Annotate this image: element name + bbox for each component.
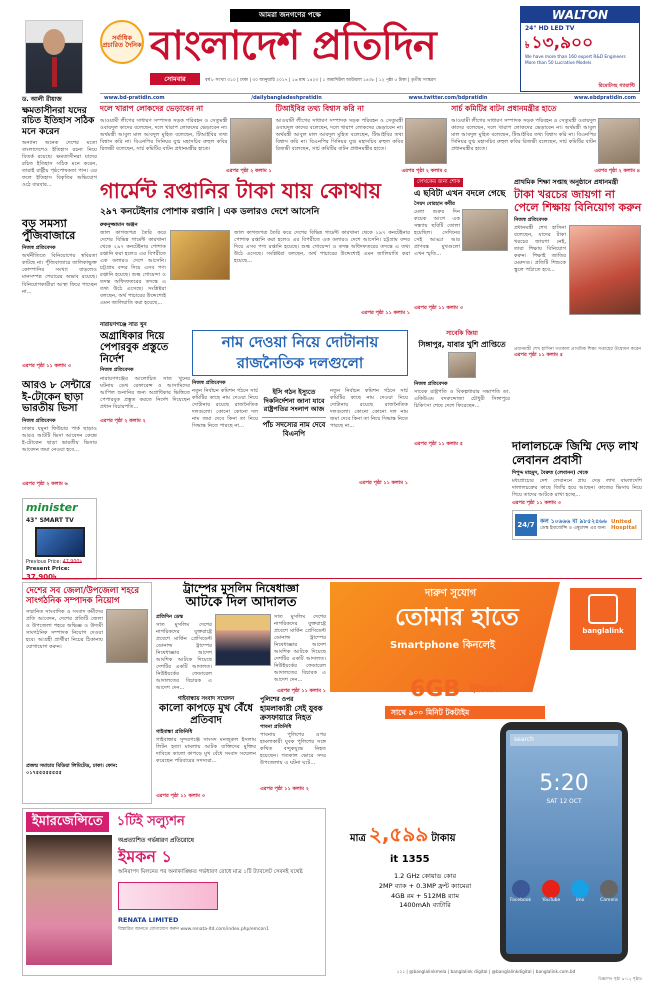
pm-caption: প্রধানমন্ত্রী শেখ হাসিনা গতকাল প্রাথমিক শিক্ষা সপ্তাহের উদ্বোধন করেন [514,346,641,352]
trump-headline-1[interactable]: ট্রাম্পের মুসলিম নিষেধাজ্ঞা [183,582,299,595]
minister-tv-icon [35,527,85,557]
journalist-headline: দেশের সব জেলা/উপজেলা শহরে সাংগঠনিক সম্পাদক নিয়োগ [26,586,140,607]
banglalink-logo [570,588,636,650]
banglalink-price: ২,৫৯৯ [368,822,429,846]
emergency-pack [118,882,218,910]
teaser-row [100,104,640,176]
lead-photo-garment [170,230,230,280]
walton-model: 24" HD LED TV [525,25,575,32]
narayanganj-body: নারায়ণগঞ্জের আলোচিত সাত খুনের ঘটনায় ডেথ রেফারেন্স ও আসামিদের আপিল শুনানির জন্য অগ্রাধিকার ভিত্তিতে পেপারবুক প্রস্তুত করতে নির্দেশ দিয়েছেন প্রধান বিচারপতি... [100,375,190,410]
teaser-1-body: আওয়ামী লীগের সাধারণ সম্পাদক সড়ক পরিবহন ও সেতুমন্ত্রী ওবায়দুল কাদের বলেছেন, দলে খারাপ লোকদের ভেড়াবেন না। অর্থমন্ত্রী আবুল মাল আবদুল মুহিত বলেছেন, টিআইবির তথ্য বিশ্বাস করি না। বিএনপির সিনিয়র যুগ্ম মহাসচিব রুহুল কবির রিজভী বলেছেন, সার্চ কমিটির বাটন প্রধানমন্ত্রীর হাতে। [100,118,228,153]
masthead-title: বাংলাদেশ প্রতিদিন [150,22,436,69]
politics-body-col1: নতুন নির্বাচন কমিশন গঠনে সার্চ কমিটির কাছে নাম দেওয়া নিয়ে দোটানায় রয়েছে রাজনৈতিক দলগুলো। কোনো কোনো দল নাম জমা দেবে কিনা তা নিয়ে সিদ্ধান্ত নিতে পারছে না... [192,388,258,430]
teaser-2-body-text: আওয়ামী লীগের সাধারণ সম্পাদক সড়ক পরিবহন ও সেতুমন্ত্রী ওবায়দুল কাদের বলেছেন, দলে খারাপ লোকদের ভেড়াবেন না। অর্থমন্ত্রী আবুল মাল আবদুল মুহিত বলেছেন, টিআইবির তথ্য বিশ্বাস করি না। বিএনপির সিনিয়র যুগ্ম মহাসচিব রুহুল কবির রিজভী বলেছেন, সার্চ কমিটির বাটন প্রধানমন্ত্রীর হাতে। [275,118,404,153]
lebanon-headline[interactable]: দালালচক্রে জিম্মি দেড় লাখ লেবানন প্রবাসী [512,439,639,467]
spec-4: 1400mAh ব্যাটারি [399,901,451,910]
narayanganj-kicker: নারায়ণগঞ্জে সাত খুন [100,322,147,328]
zia-photo [448,352,476,378]
app-label-1: Facebook [510,898,532,903]
hospital-brand: United Hospital [611,518,637,531]
trump-byline: প্রতিদিন ডেস্ক [156,613,184,620]
garbage-cont[interactable]: এরপর পৃষ্ঠা ১১ কলাম ৩ [22,363,71,370]
lead-body-block [100,222,410,320]
phone-time: 5:20 [539,771,589,796]
emergency-ad[interactable] [22,808,326,976]
camera-icon [600,880,618,898]
lead-subhead: ২৯৭ কনটেইনার পোশাক রপ্তানি | এক ডলারও দেশে আসেনি [100,207,320,217]
narayanganj-story [100,322,190,432]
politics-body-col2 [330,388,408,480]
visa-body: ঢাকার যমুনা ফিউচার পার্ক ছাড়াও আরও আটটি ভিসা আবেদন কেন্দ্রে ই-টোকেন ছাড়া ভারতীয় ভিসার আবেদন জমা নেওয়া হবে... [22,425,97,453]
politics-body-col2-text: নতুন নির্বাচন কমিশন গঠনে সার্চ কমিটির কাছে নাম দেওয়া নিয়ে দোটানায় রয়েছে রাজনৈতিক দলগুলো। কোনো কোনো দল নাম জমা দেবে কিনা তা নিয়ে সিদ্ধান্ত নিতে পারছে না... [330,388,408,430]
journalist-contact: প্রজন্ম সমাচার মিডিয়া লিমিটেড, ঢাকা। ফোন: ০১৭৫৫৫৫৫৫৫৫ [26,763,118,776]
columnist-block [22,96,97,216]
section-divider [22,578,642,579]
web-bar [100,93,640,103]
trump-story [156,582,326,694]
garbage-body: অর্থনীতিতে বিনিয়োগের স্থবিরতা কাটছে না। পুঁজিবাজারে তালিকাভুক্ত কোম্পানির সংখ্যা বাড়লেও মানসম্পন্ন শেয়ারের অভাব রয়েছে। বিনিয়োগকারীরা আস্থা ফিরে পাচ্ছেন না... [22,253,97,295]
minister-prev-price: 47,900৳ [62,560,82,566]
protest-kicker: গাইবান্ধায় সংবাদ সম্মেলন [177,696,235,702]
narayanganj-byline: নিজস্ব প্রতিবেদক [100,367,134,374]
teaser-1-cont[interactable]: এরপর পৃষ্ঠা ২ কলাম ১ [225,168,272,174]
teaser-3-cont[interactable]: এরপর পৃষ্ঠা ২ কলাম ৪ [594,168,640,174]
photo-column-byline: সৈয়দ বোরহান কবীর [414,201,455,208]
youtube-icon [542,880,560,898]
hospital-call-label: কল [540,518,549,526]
photo-column-headline[interactable]: এ ছবিটা এখন বদলে গেছে [414,188,506,199]
politics-side-1[interactable]: ইসি গঠন ইস্যুতে দিকনির্দেশনা জানা যাবে রাষ্ট্রপতির সংলাপ আজ [263,388,325,414]
narayanganj-headline[interactable]: অগ্রাধিকার দিয়ে পেপারবুক প্রস্তুতে নির্দেশ [100,330,169,365]
trump-photo [215,614,271,666]
hospital-sub: ইমার্জেন্সি ও এম্বুলেন্স এর জন্য [550,525,606,531]
zia-byline: নিজস্ব প্রতিবেদক [414,380,448,387]
emergency-desc: অনিরাপদ মিলনের পর অনাকাঙ্ক্ষিত গর্ভধারণ রোধে মাত্র ১টি ট্যাবলেট সেবনই যথেষ্ট [118,868,303,875]
tagline-text: আমরা জনগণের পক্ষে [259,11,321,19]
banglalink-ad[interactable] [330,582,642,977]
app-label-4: Camera [600,898,618,903]
emergency-headline-1: ইমারজেন্সিতে [26,812,109,832]
emergency-footer: বিস্তারিত জানতে যোগাযোগ করুন www.renata-ltd.com/index.php/emcon1 [118,927,269,933]
lead-body-col2-text: জাল কাগজপত্র তৈরি করে দেশের বিভিন্ন গার্মেন্ট কারখানা থেকে ২৯৭ কনটেইনার পোশাক রপ্তানি করা হলেও এর বিপরীতে এক ডলারও দেশে আসেনি। চট্টগ্রাম বন্দর দিয়ে এসব পণ্য রপ্তানি হয়েছে। শুল্ক গোয়েন্দা ও তদন্ত অধিদফতরের তদন্তে এ তথ্য উঠে এসেছে। সংশ্লিষ্টরা বলছেন, অর্থ পাচারের উদ্দেশ্যেই এমন জালিয়াতি করা হয়েছে... [234,230,410,265]
day-label [150,73,200,85]
narayanganj-cont[interactable]: এরপর পৃষ্ঠা ২ কলাম ২ [100,417,146,424]
visa-cont[interactable]: এরপর পৃষ্ঠা ২ কলাম ৬ [22,480,68,487]
day-text: সোমবার [164,75,186,83]
trump-cont[interactable]: এরপর পৃষ্ঠা ১১ কলাম ১ [277,688,326,695]
page-footer: বিজ্ঞাপন পৃষ্ঠা ৯-১২ পৃষ্ঠায় [598,976,642,981]
imo-icon [571,880,589,898]
police-body: পাবনায় পুলিশের ওপর হামলাকারী যুবক পুলিশের সঙ্গে কথিত বন্দুকযুদ্ধে নিহত হয়েছেন। গতকাল ভোরে সদর উপজেলায় এ ঘটনা ঘটে... [260,731,326,766]
emergency-company: RENATA LIMITED [118,916,179,925]
supplement-logo [100,20,148,66]
protest-story [156,696,256,804]
teaser-1[interactable]: দলে খারাপ লোকদের ভেড়াবেন না [100,104,204,113]
politics-side-2[interactable]: পাঁচ সদস্যের নাম দেবে বিএনপি [262,420,326,438]
banglalink-banner-small: দারুণ সুযোগ [425,588,477,599]
zia-story [414,330,510,455]
hospital-desk: ডেস্ক [540,525,549,531]
walton-ad[interactable] [520,6,640,92]
spec-1: 1.2 GHz কোয়াড কোর [393,872,457,880]
banglalink-data-sub: ইন্টারনেট [470,685,504,695]
lead-body-col2 [234,230,410,310]
photo-column-body: মেলা শুরুর দিন কয়েক আগে এক সন্ধ্যায় ছবিটি তোলা হয়েছিল। সেদিনের সেই আড্ডা আর প্রাণবন্ত মুখগুলো এখন স্মৃতি... [414,209,460,258]
pm-story [514,178,642,440]
lebanon-body: মধ্যপ্রাচ্যের দেশ লেবাননে প্রায় দেড় লাখ বাংলাদেশি দালালচক্রের কাছে জিম্মি হয়ে আছেন। কাজের ভিসায় নিয়ে গিয়ে তাদের আটকে রাখা হচ্ছে... [512,477,642,498]
zia-kicker: সাবেকি জিয়া [446,330,478,337]
columnist-photo [25,20,83,94]
pm-photo [569,225,641,315]
banglalink-price-prefix: মাত্র [350,833,366,844]
pm-byline: নিজস্ব প্রতিবেদক [514,216,548,223]
protest-headline[interactable]: কালো কাপড়ে মুখ বেঁধে প্রতিবাদ [159,702,253,726]
teaser-3[interactable]: সার্চ কমিটির বাটন প্রধানমন্ত্রীর হাতে [451,104,557,113]
garbage-headline[interactable]: বড় সমস্যা পুঁজিবাজারে [22,217,76,243]
hospital-ad[interactable] [512,510,642,540]
teaser-3-photo [598,118,640,164]
walton-bullet-1: We have more than 160 expert R&D Engineers [525,54,626,60]
trump-body-col2 [274,614,326,688]
banglalink-model: it 1355 [390,854,430,865]
banglalink-brand-line: Smartphone কিনলেই [390,640,496,651]
police-cont[interactable]: এরপর পৃষ্ঠা ১১ কলাম ২ [260,785,309,792]
minister-price-label: Present Price: [26,566,70,573]
minister-logo: minister [26,501,78,514]
columnist-headline[interactable]: ক্ষমতাসীনরা যদের রচিত ইতিহাস সঠিক মনে করেন [22,105,95,138]
twitter-link[interactable]: www.twitter.com/bdpratidin [408,95,488,101]
emergency-sub: অপ্রত্যাশিত গর্ভধারণ প্রতিরোধে [118,837,194,845]
journalist-photo [106,609,148,663]
banglalink-specs [350,872,500,911]
zia-headline[interactable]: সিঙ্গাপুর, যাবার খুশি প্রাপ্তিতে [418,339,506,349]
walton-note: রিমোটসহ গ্যারান্টি [598,82,635,89]
minister-ad[interactable] [22,498,97,580]
garbage-story [22,218,97,378]
pm-body: প্রধানমন্ত্রী শেখ হাসিনা বলেছেন, যাদের টাকা খরচের জায়গা নেই, তারা শিক্ষায় বিনিয়োগ করুন। শিক্ষাই জাতির মেরুদণ্ড। প্রতিটি শিশুকে স্কুলে পাঠাতে হবে... [514,224,566,273]
teaser-2-photo [405,118,447,164]
supplement-text: সর্বাধিক প্রচারিত দৈনিক [102,33,142,49]
garbage-byline: নিজস্ব প্রতিবেদক [22,245,56,252]
protest-cont[interactable]: এরপর পৃষ্ঠা ১১ কলাম ৩ [156,793,205,800]
photo-column-kicker: লেখকের জন্য শোক [414,178,463,187]
visa-byline: নিজস্ব প্রতিবেদক [22,417,56,424]
politics-byline: নিজস্ব প্রতিবেদক [192,380,226,386]
photo-column-story [414,178,510,328]
lead-body-col1: জাল কাগজপত্র তৈরি করে দেশের বিভিন্ন গার্মেন্ট কারখানা থেকে ২৯৭ কনটেইনার পোশাক রপ্তানি করা হলেও এর বিপরীতে এক ডলারও দেশে আসেনি। চট্টগ্রাম বন্দর দিয়ে এসব পণ্য রপ্তানি হয়েছে। শুল্ক গোয়েন্দা ও তদন্ত অধিদফতরের তদন্তে এ তথ্য উঠে এসেছে। সংশ্লিষ্টরা বলছেন, অর্থ পাচারের উদ্দেশ্যেই এমন জালিয়াতি করা হয়েছে... [100,230,166,307]
issue-info: বর্ষ ৮ সংখ্যা ৩১০ | ঢাকা | ৩০ জানুয়ারি ২০১৭ | ১৬ মাঘ ১৪২৩ | ১ জমাদিউল আউয়াল ১৪৩৮ | ১২ পৃষ্ঠা ৫ টাকা | তৃতীয় সংস্করণ [205,78,436,83]
police-kicker: পুলিশের ওপর [260,696,294,703]
web-link[interactable]: www.bd-pratidin.com [104,95,165,101]
visa-story [22,380,97,498]
protest-body: গাইবান্ধার সুন্দরগঞ্জে সাংসদ মনজুরুল ইসলাম লিটন হত্যা মামলায় আটক ব্যক্তিদের মুক্তির দাবিতে কালো কাপড়ে মুখ বেঁধে সংবাদ সম্মেলন করেছেন পরিবারের সদস্যরা... [156,737,256,765]
photo-column-photo [462,209,508,251]
columnist-name: ড. আলী রীয়াজ [22,96,62,103]
facebook-icon [512,880,530,898]
emergency-woman-photo [26,835,112,965]
zia-body: সাবেক রাষ্ট্রপতি ও বিকল্পধারার সভাপতি ডা. একিউএম বদরুদ্দোজা চৌধুরী সিঙ্গাপুরে চিকিৎসা শেষে দেশে ফিরেছেন... [414,388,510,409]
banglalink-minutes: সাথে ৯০০ মিনিট টকটাইম [385,706,545,719]
police-headline[interactable]: হামলাকারী সেই যুবক ক্রসফায়ারে নিহত [260,703,323,722]
walton-logo: WALTON [521,7,639,23]
trump-headline-2[interactable]: আটকে দিল আদালত [185,595,297,611]
lead-headline[interactable]: গার্মেন্ট রপ্তানির টাকা যায় কোথায় [100,179,381,203]
zia-cont[interactable]: এরপর পৃষ্ঠা ১১ কলাম ৫ [414,440,463,447]
emergency-headline-2: ১টিই সল্যুশন [116,814,185,829]
teaser-2-cont[interactable]: এরপর পৃষ্ঠা ২ কলাম ৫ [401,168,448,174]
hospital-hotline[interactable]: ১০৬৬৬ বা ৯৮৫২৪৬৬ [550,518,607,526]
teaser-3-body [451,118,596,168]
protest-byline: গাইবান্ধা প্রতিনিধি [156,728,193,735]
phone-date: SAT 12 OCT [546,798,582,805]
trump-body-col2-text: সাত মুসলিম দেশের নাগরিকদের যুক্তরাষ্ট্রে প্রবেশে মার্কিন প্রেসিডেন্ট ডোনাল্ড ট্রাম্পের নিষেধাজ্ঞার আদেশ আংশিক আটকে দিয়েছে দেশটির একটি আদালত। নিউইয়র্কের ফেডারেল আদালতের বিচারক এ আদেশ দেন... [274,613,326,683]
walton-price: ১৩,৯০০ [531,32,594,53]
banglalink-price-suffix: টাকায় [431,833,456,844]
teaser-1-photo [230,118,272,164]
spec-2: 2MP ব্যাক + 0.3MP ফ্রন্ট ক্যামেরা [378,881,472,890]
visa-headline[interactable]: আরও ৮ সেন্টারে ই-টোকেন ছাড়া ভারতীয় ভিসা [22,380,91,414]
lead-byline: রুকনুজ্জামান অঞ্জন [100,222,138,228]
lebanon-cont[interactable]: এরপর পৃষ্ঠা ১১ কলাম ৩ [512,499,561,506]
app-label-3: imo [575,898,585,903]
walton-bullet-2: More than 50 Lucrative Models [525,61,592,67]
lebanon-story [512,440,642,510]
emergency-product: ইমকন ১ [118,846,172,866]
spec-3: 4GB রম + 512MB র‍্যাম [391,891,459,900]
banglalink-footer: ১২১ | @banglalinkmela | banglalink digital | @banglalinkdigital | banglalink.com.bd [396,969,576,975]
pm-headline[interactable]: টাকা খরচের জায়গা না পেলে শিক্ষায় বিনিয়োগ করুন [514,188,642,215]
pm-cont[interactable]: এরপর পৃষ্ঠা ১১ কলাম ৫ [514,352,563,359]
politics-headline[interactable]: নাম দেওয়া নিয়ে দোটানায় রাজনৈতিক দলগুলো [221,333,379,372]
banglalink-data: 6GB [410,677,461,702]
teaser-2-body [276,118,404,168]
journalist-ad[interactable] [22,582,152,804]
epaper-link[interactable]: www.ebdpratidin.com [574,95,636,101]
lebanon-byline: দিপুদ্দ মাহমুদ, বৈরুত (লেবানন) থেকে [512,469,588,476]
journalist-body: সম্মানিত সাংবাদিক ও সংবাদ কর্মীদের প্রতি আবেদন, দেশের প্রতিটি জেলা ও উপজেলা শহরে অভিজ্ঞ ও উদ্যমী সাংগঠনিক সম্পাদক নিয়োগ দেওয়া হবে। আগ্রহী প্রার্থীরা নিচের ঠিকানায় যোগাযোগ করুন। [26,609,103,651]
lead-cont[interactable]: এরপর পৃষ্ঠা ১১ কলাম ১ [361,310,410,317]
politics-body-block [192,380,408,492]
teaser-3-body-text: আওয়ামী লীগের সাধারণ সম্পাদক সড়ক পরিবহন ও সেতুমন্ত্রী ওবায়দুল কাদের বলেছেন, দলে খারাপ লোকদের ভেড়াবেন না। অর্থমন্ত্রী আবুল মাল আবদুল মুহিত বলেছেন, টিআইবির তথ্য বিশ্বাস করি না। বিএনপির সিনিয়র যুগ্ম মহাসচিব রুহুল কবির রিজভী বলেছেন, সার্চ কমিটির বাটন প্রধানমন্ত্রীর হাতে। [451,118,596,153]
police-story [260,696,326,804]
police-byline: পাবনা প্রতিনিধি [260,723,292,730]
trump-body-col1: সাত মুসলিম দেশের নাগরিকদের যুক্তরাষ্ট্রে প্রবেশে মার্কিন প্রেসিডেন্ট ডোনাল্ড ট্রাম্পের নিষেধাজ্ঞার আদেশ আংশিক আটকে দিয়েছে দেশটির একটি আদালত। নিউইয়র্কের ফেডারেল আদালতের বিচারক এ আদেশ দেন... [156,622,212,692]
politics-headline-box [192,330,408,376]
pm-kicker: প্রাথমিক শিক্ষা সপ্তাহ অনুষ্ঠানে প্রধানমন্ত্রী [514,178,619,186]
phone-search-bar: search [510,734,618,746]
app-label-2: YouTube [542,898,561,903]
politics-cont[interactable]: এরপর পৃষ্ঠা ১১ কলাম ১ [359,480,408,487]
minister-product: 43" SMART TV [26,516,74,524]
photo-column-cont[interactable]: এরপর পৃষ্ঠা ১১ কলাম ৩ [414,305,463,312]
teaser-2[interactable]: টিআইবির তথ্য বিশ্বাস করি না [275,104,364,113]
banglalink-banner-big: তোমার হাতে [395,603,519,631]
minister-prev-label: Previous Price: [26,560,62,566]
walton-taka-sign: ৳ [525,40,530,51]
hospital-badge: 24/7 [515,514,537,536]
facebook-link[interactable]: /dailybangladeshpratidin [251,95,322,101]
columnist-body: অন্যান্য অনেক দেশের মতো বাংলাদেশেও ইতিহাস রচনা নিয়ে বিতর্ক রয়েছে। ক্ষমতাসীনরা যাদের রচিত ইতিহাস সঠিক মনে করেন, তারাই রাষ্ট্রীয় পৃষ্ঠপোষকতা পান। এর ফলে ইতিহাস বিকৃতির অভিযোগ ওঠে বারবার... [22,139,97,188]
phone-image [500,722,628,962]
banglalink-logo-text: banglalink [582,627,624,635]
